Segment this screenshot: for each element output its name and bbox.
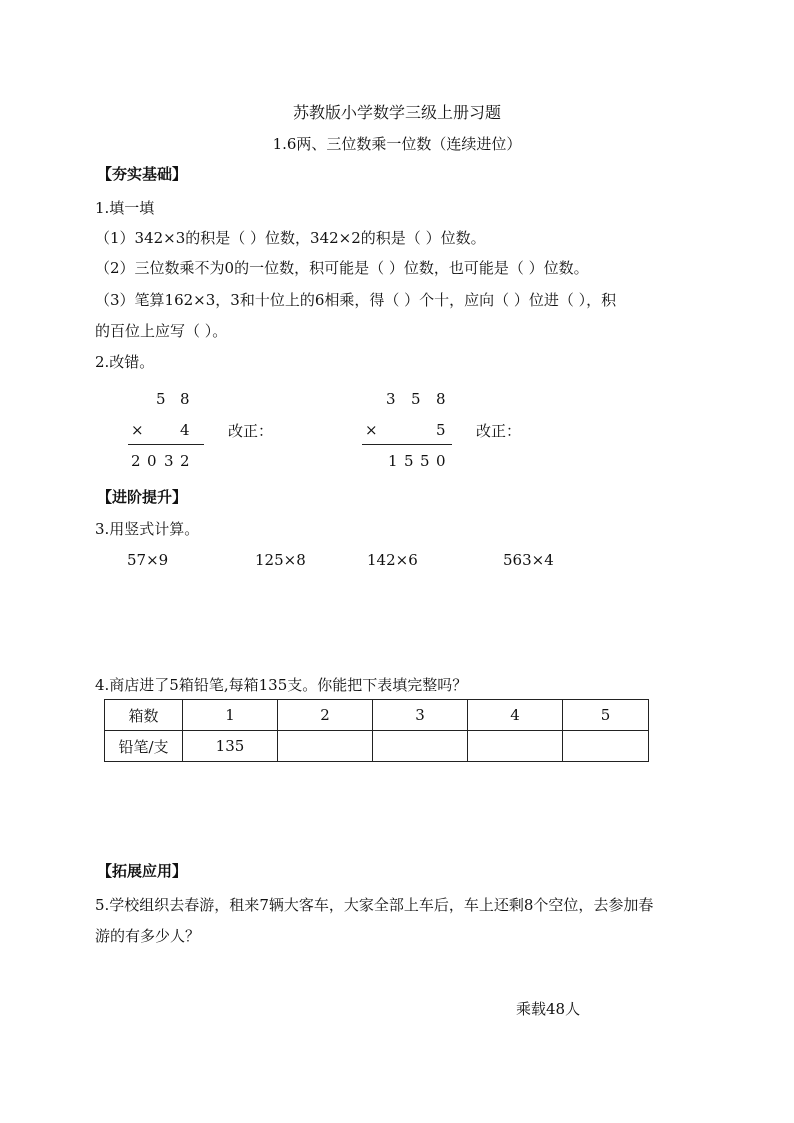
calc-b-result-digit: 1 [388,452,398,470]
q1-item-3-line-2: 的百位上应写（ ）。 [95,322,228,340]
calc-a-top-digit: 5 [156,390,166,408]
section-heading-advanced: 【进阶提升】 [97,488,188,506]
calc-b-result-digit: 0 [436,452,446,470]
calc-a-result-digit: 2 [180,452,190,470]
calc-a-top-digit: 8 [180,390,190,408]
page-title: 苏教版小学数学三级上册习题 [292,103,501,122]
calc-b-top-digit: 8 [436,390,446,408]
q1-item-3-line-1: （3）笔算162×3，3和十位上的6相乘，得（ ）个十，应向（ ）位进（ ），积 [95,291,617,309]
q1-item-2: （2）三位数乘不为0的一位数，积可能是（ ）位数，也可能是（ ）位数。 [95,259,589,277]
table-row [105,700,649,731]
q3-problem: 125×8 [255,551,306,569]
table-row [105,731,649,762]
q1-item-1: （1）342×3的积是（ ）位数，342×2的积是（ ）位数。 [95,229,486,247]
table-cell: 4 [468,700,563,731]
calc-a-result-digit: 0 [147,452,157,470]
table-cell: 2 [278,700,373,731]
table-cell-blank [278,731,373,762]
calc-b-multiply-sign: × [365,421,378,439]
calc-a-correction-label: 改正： [228,422,274,440]
q4-heading: 4.商店进了5箱铅笔,每箱135支。你能把下表填完整吗？ [95,676,468,694]
table-cell: 3 [373,700,468,731]
section-heading-basic: 【夯实基础】 [97,165,188,183]
calc-b-result-digit: 5 [404,452,414,470]
section-heading-extension: 【拓展应用】 [97,862,188,880]
table-cell-blank [373,731,468,762]
page-subtitle: 1.6两、三位数乘一位数（连续进位） [272,135,522,153]
table-cell-blank [563,731,649,762]
calc-b-multiplier: 5 [436,421,446,439]
table-cell: 135 [183,731,278,762]
calc-a-result-digit: 2 [131,452,141,470]
q5-line-2: 游的有多少人？ [95,927,201,945]
calc-b-correction-label: 改正： [476,422,522,440]
calc-b-top-digit: 5 [411,390,421,408]
q3-problem: 563×4 [503,551,554,569]
q5-capacity-note: 乘载48人 [516,1000,581,1018]
q5-line-1: 5.学校组织去春游，租来7辆大客车，大家全部上车后，车上还剩8个空位，去参加春 [95,896,654,914]
q1-heading: 1.填一填 [95,199,155,217]
calc-a-multiply-sign: × [131,421,144,439]
table-cell-blank [468,731,563,762]
calc-a-multiplier: 4 [180,421,190,439]
pencil-table [104,699,649,762]
calc-b-line [362,444,452,445]
calc-b-result-digit: 5 [420,452,430,470]
calc-a-result-digit: 3 [164,452,174,470]
table-cell: 5 [563,700,649,731]
q3-heading: 3.用竖式计算。 [95,520,200,538]
q3-problem: 142×6 [367,551,418,569]
q3-problem: 57×9 [127,551,169,569]
table-header-cell: 铅笔/支 [105,731,183,762]
q2-heading: 2.改错。 [95,353,155,371]
table-cell: 1 [183,700,278,731]
calc-b-top-digit: 3 [386,390,396,408]
table-header-cell: 箱数 [105,700,183,731]
calc-a-line [128,444,204,445]
